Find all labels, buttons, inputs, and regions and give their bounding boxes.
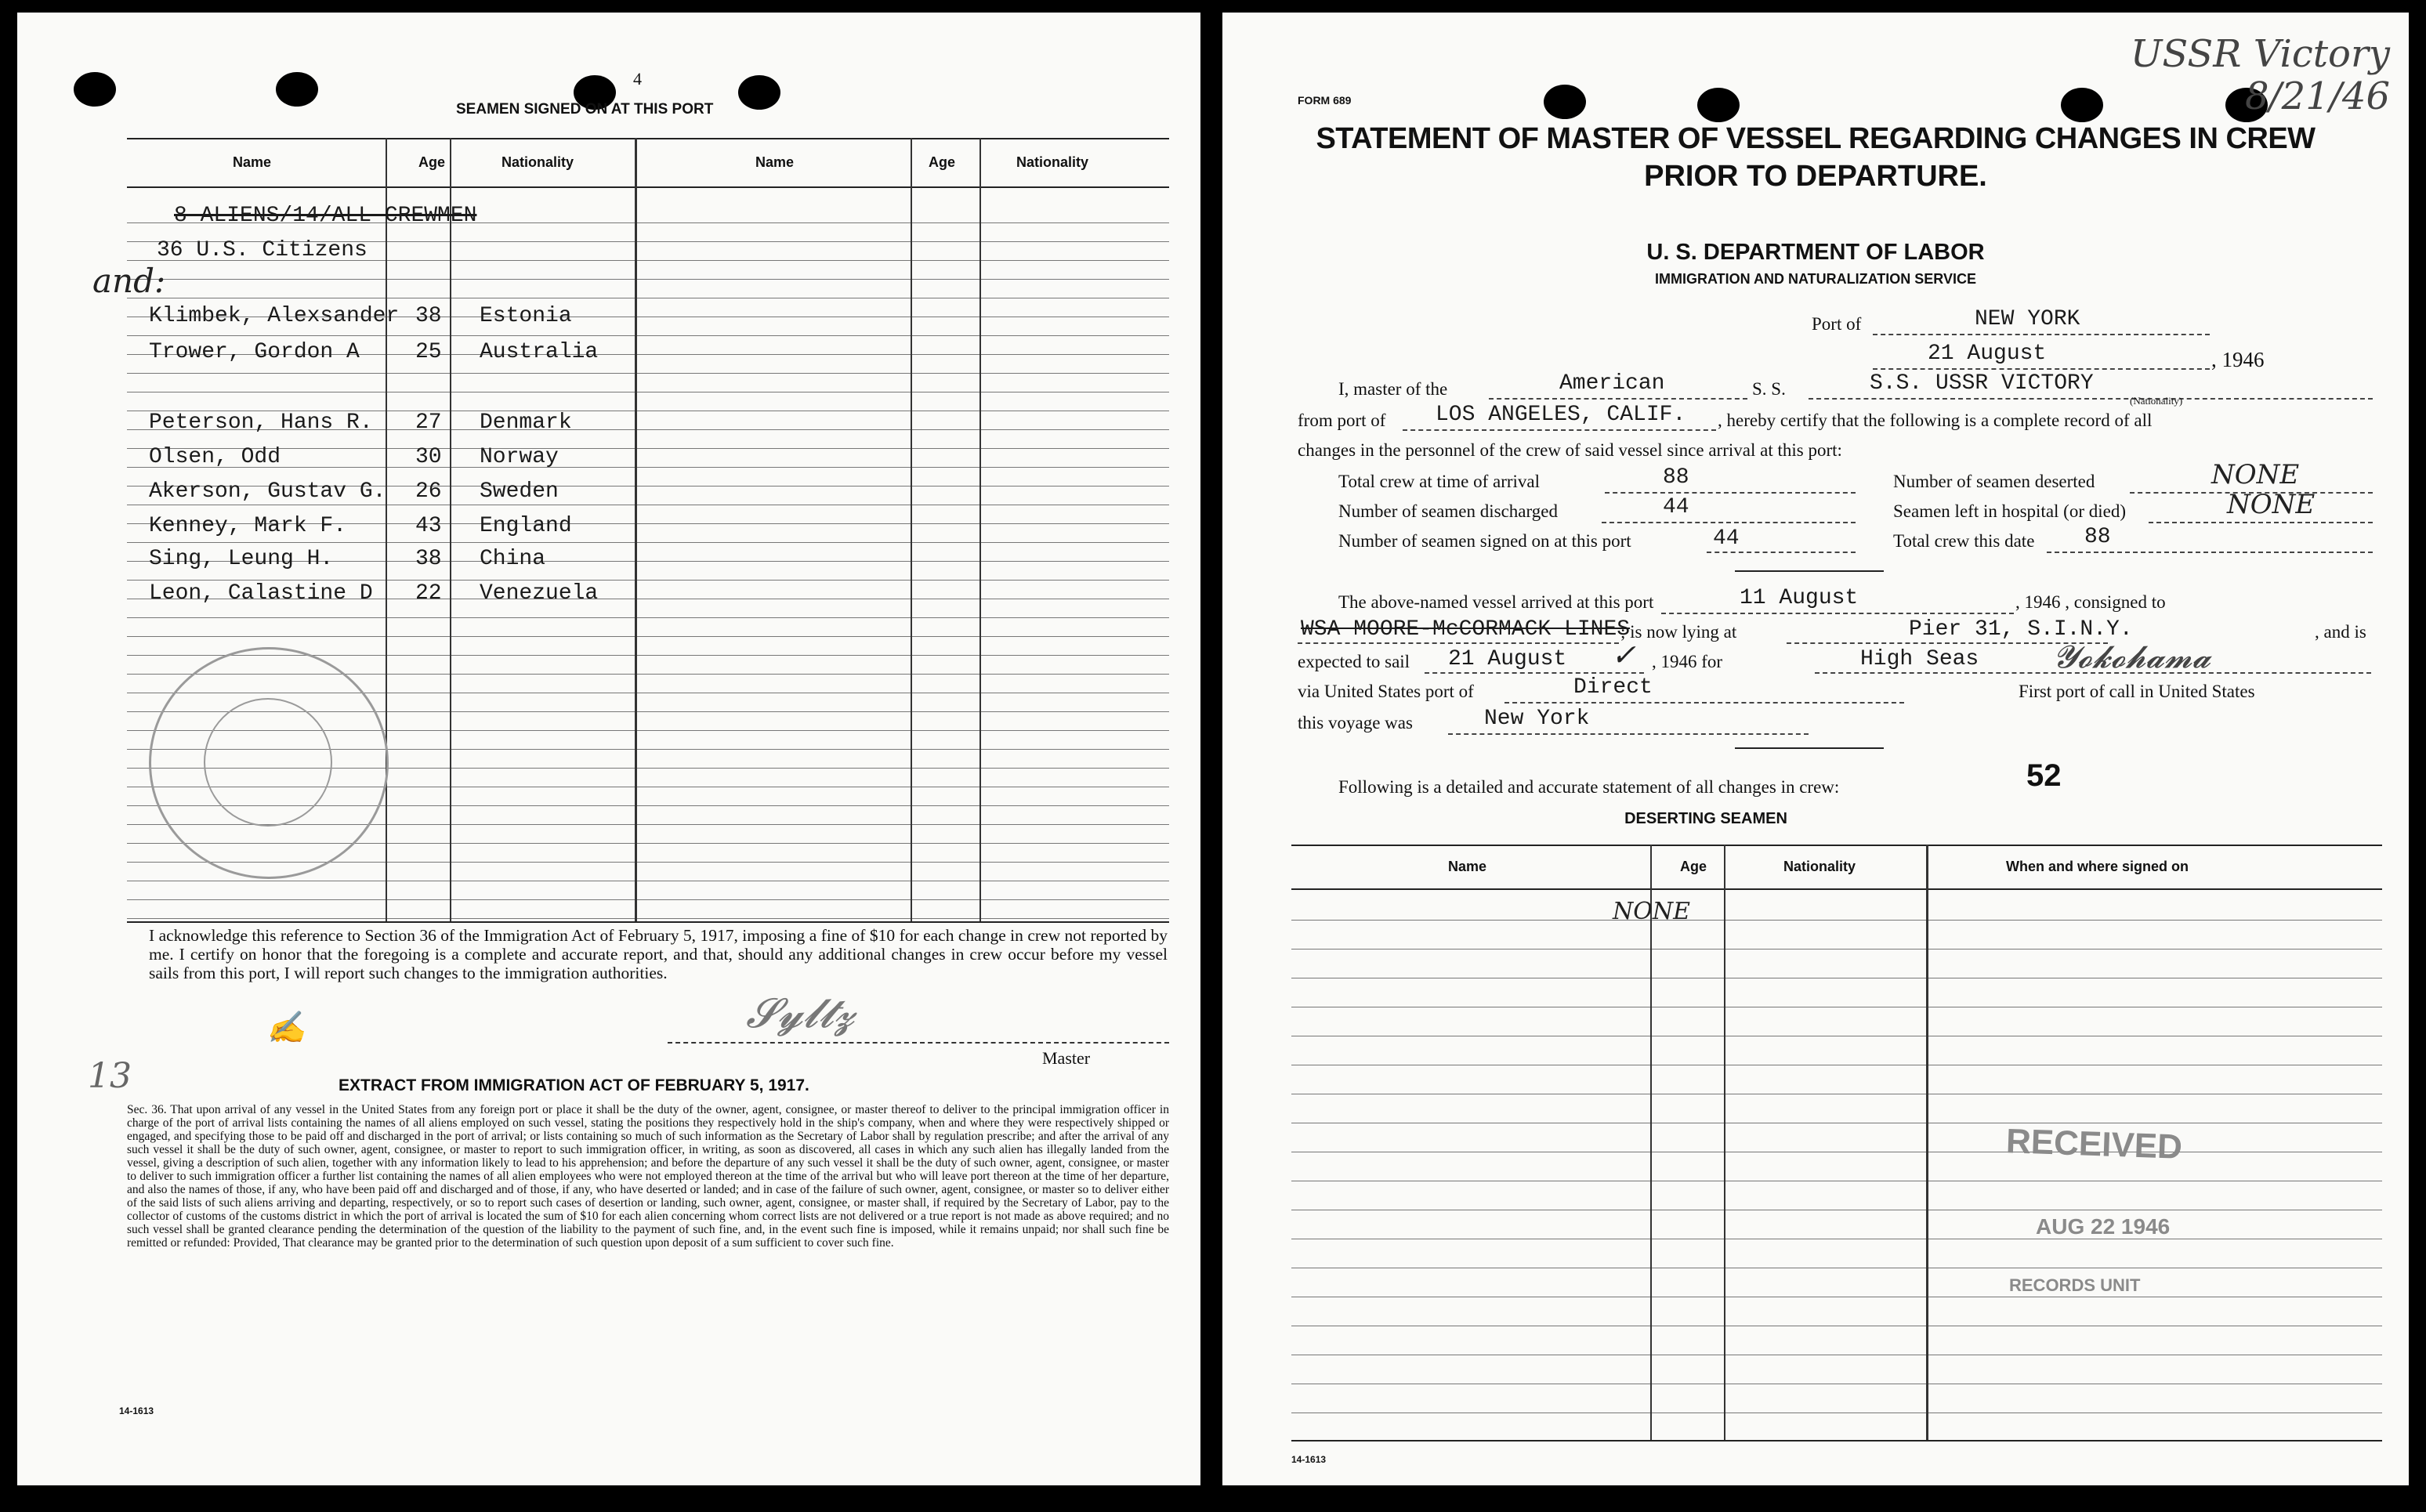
- received-date-stamp: AUG 22 1946: [2036, 1214, 2171, 1239]
- arrived-value: 11 August: [1740, 586, 1859, 610]
- handwritten-note: and:: [92, 262, 166, 300]
- ruled-line: [127, 335, 1169, 336]
- voyage-label: this voyage was: [1298, 713, 1413, 732]
- crew-age: 26: [415, 479, 442, 504]
- crew-name: Klimbek, Alexsander: [149, 304, 400, 328]
- column-divider: [911, 138, 912, 921]
- right-page: [1222, 13, 2409, 1485]
- col-header-age-2: Age: [929, 154, 956, 170]
- crew-nationality: England: [480, 514, 572, 538]
- table-top-rule: [127, 138, 1169, 139]
- crew-age: 38: [415, 547, 442, 571]
- first-port-text: First port of call in United States: [2019, 682, 2255, 701]
- total-crew-arrival-label: Total crew at time of arrival: [1338, 472, 1541, 491]
- deserting-col-when-where: When and where signed on: [2006, 859, 2189, 874]
- total-this-date-value: 88: [2084, 525, 2111, 549]
- ruled-line: [127, 636, 1169, 637]
- port-value: NEW YORK: [1975, 307, 2080, 331]
- crew-age: 38: [415, 304, 442, 328]
- column-divider: [450, 138, 451, 921]
- margin-scribble: 13: [88, 1056, 132, 1096]
- crew-nationality: Norway: [480, 445, 559, 469]
- via-line: [1504, 685, 1904, 704]
- ruled-line: [127, 899, 1169, 900]
- ruled-line: [127, 542, 1169, 543]
- nationality-caption: (Nationality): [2130, 395, 2183, 407]
- form-code: 14-1613: [119, 1405, 154, 1416]
- deserting-header: DESERTING SEAMEN: [1624, 810, 1787, 827]
- divider: [1735, 570, 1884, 572]
- discharged-label: Number of seamen discharged: [1338, 501, 1558, 521]
- and-is-text: , and is: [2315, 622, 2366, 642]
- deserting-entry: NONE: [1613, 898, 1690, 925]
- checkmark: ✓: [1611, 638, 1636, 672]
- punch-hole: [738, 75, 780, 110]
- expected-label: expected to sail: [1298, 652, 1410, 671]
- crew-age: 30: [415, 445, 442, 469]
- port-label: Port of: [1812, 314, 1862, 334]
- column-divider: [386, 138, 387, 921]
- ruled-line: [1291, 949, 2382, 950]
- crew-name: Leon, Calastine D: [149, 581, 373, 606]
- table-bottom-rule: [127, 921, 1169, 923]
- ruled-line: [127, 580, 1169, 581]
- initials-scribble: ✍: [266, 1010, 306, 1046]
- hospital-label: Seamen left in hospital (or died): [1893, 501, 2127, 521]
- consignee-value: WSA MOORE-McCORMACK LINES: [1301, 617, 1631, 642]
- ruled-line: [127, 467, 1169, 468]
- crew-nationality: Estonia: [480, 304, 572, 328]
- punch-hole: [74, 72, 116, 107]
- col-header-name: Name: [233, 154, 272, 170]
- crew-age: 22: [415, 581, 442, 606]
- deserting-table-top: [1291, 845, 2382, 846]
- destination-value: High Seas: [1860, 647, 1979, 671]
- signed-on-label: Number of seamen signed on at this port: [1338, 531, 1631, 551]
- column-divider: [979, 138, 981, 921]
- following-text: Following is a detailed and accurate statement of all changes in crew:: [1338, 777, 1840, 797]
- crew-nationality: Venezuela: [480, 581, 599, 606]
- column-divider: [1724, 845, 1725, 1440]
- master-signature: 𝓢𝔂𝓵𝓽𝔃: [746, 990, 855, 1037]
- service-name: IMMIGRATION AND NATURALIZATION SERVICE: [1655, 271, 1976, 287]
- struck-entry: 8 ALIENS/14/ALL CREWMEN: [174, 204, 477, 228]
- form-title-line2: PRIOR TO DEPARTURE.: [1644, 160, 1987, 193]
- for-text: , 1946 for: [1652, 652, 1723, 671]
- seamen-signed-header: SEAMEN SIGNED ON AT THIS PORT: [456, 101, 714, 118]
- handwritten-annotation: USSR Victory 8/21/46: [2130, 32, 2390, 118]
- deserting-col-name: Name: [1448, 859, 1487, 874]
- crew-age: 27: [415, 411, 442, 435]
- crew-name: Trower, Gordon A: [149, 340, 360, 364]
- left-page: [17, 13, 1200, 1485]
- date-year: , 1946: [2211, 348, 2265, 371]
- deserted-label: Number of seamen deserted: [1893, 472, 2095, 491]
- form-title-line1: STATEMENT OF MASTER OF VESSEL REGARDING CHANGES IN CREW: [1316, 122, 2316, 155]
- consigned-text: , 1946 , consigned to: [2015, 592, 2166, 612]
- col-header-nationality-2: Nationality: [1016, 154, 1089, 170]
- punch-hole: [1544, 85, 1586, 119]
- header-rule: [127, 186, 1169, 188]
- total-crew-arrival-line: [1605, 475, 1856, 494]
- divider: [1735, 747, 1884, 749]
- hospital-value: NONE: [2227, 489, 2316, 520]
- lying-value: Pier 31, S.I.N.Y.: [1909, 617, 2133, 642]
- punch-hole: [276, 72, 318, 107]
- certify-text: , hereby certify that the following is a complete record of all: [1718, 411, 2153, 430]
- column-divider: [1926, 845, 1928, 1440]
- ss-label: S. S.: [1752, 379, 1786, 399]
- ruled-line: [127, 279, 1169, 280]
- crew-nationality: Denmark: [480, 411, 572, 435]
- crew-nationality: Sweden: [480, 479, 559, 504]
- punch-hole: [1697, 88, 1740, 122]
- col-header-age: Age: [418, 154, 446, 170]
- crew-name: Olsen, Odd: [149, 445, 281, 469]
- from-port-value: LOS ANGELES, CALIF.: [1436, 403, 1686, 427]
- ruled-line: [127, 448, 1169, 449]
- deserting-col-age: Age: [1680, 859, 1707, 874]
- records-unit-stamp: RECORDS UNIT: [2009, 1275, 2141, 1295]
- total-crew-arrival-value: 88: [1663, 465, 1689, 490]
- crew-nationality: Australia: [480, 340, 599, 364]
- crew-name: Kenney, Mark F.: [149, 514, 347, 538]
- via-label: via United States port of: [1298, 682, 1474, 701]
- crew-name: Peterson, Hans R.: [149, 411, 373, 435]
- page-number: 4: [633, 69, 642, 89]
- extract-text: Sec. 36. That upon arrival of any vessel in the United States from any foreign port or place it shall be the duty of the owner, agent, consignee, or master thereof to deliver to the principal immigration officer in charge of the port of arrival lists containing the names of all aliens employed on such vessel, stating the positions they respectively hold in the ship's company, when and where they were respectively shipped or engaged, and specifying those to be paid off and discharged in the port of arrival; or lists containing so much of such information as the Secretary of Labor shall by regulation prescribe; and after the arrival of any such vessel it shall be the duty of such owner, agent, consignee, or master to report to such immigration officer, in writing, as soon as discovered, all cases in which any such alien has illegally landed from the vessel, giving a description of such alien, together with any information likely to lead to his apprehension; and before the departure of any such vessel it shall be the duty of such owner, agent, consignee, or master to deliver to such immigration officer a further list containing the names of all alien employees who were not employed thereon at the time of the arrival but who will leave port thereon at the time of her departure, and also the names of those, if any, who have been paid off and discharged and of those, if any, who have deserted or landed; and in case of the failure of such owner, agent, consignee, or master so to deliver either of the said lists of such aliens arriving and departing, respectively, or so to report such cases of desertion or landing, such owner, agent, consignee, or master shall, if required by the Secretary of Labor, pay to the collector of customs of the customs district in which the port of arrival is located the sum of $10 for each alien concerning whom correct lists are not delivered or a true report is not made as above required; and no such vessel shall be granted clearance pending the determination of the question of the liability to the payment of such fine, and, in the event such fine is imposed, while it remains unpaid; nor shall such fine be remitted or refunded: Provided, That clearance may be granted prior to the determination of such question upon deposit of a sum sufficient to cover such fine.: [127, 1103, 1169, 1250]
- received-stamp: RECEIVED: [2005, 1122, 2183, 1167]
- form-number: FORM 689: [1298, 94, 1352, 107]
- acknowledgement: I acknowledge this reference to Section 36 of the Immigration Act of February 5, 1917, imposing a fine of $10 for each change in crew not reported by me. I certify on honor that the foregoing is a complete and accurate report, and that, should any additional changes in crew occur before my vessel sails from this port, I will report such changes to the immigration authorities.: [149, 926, 1168, 982]
- citizens-entry: 36 U.S. Citizens: [157, 238, 368, 262]
- arrived-label: The above-named vessel arrived at this port: [1338, 592, 1654, 612]
- deserting-table-bottom: [1291, 1440, 2382, 1441]
- deserting-header-rule: [1291, 888, 2382, 890]
- discharged-line: [1602, 505, 1856, 523]
- crew-age: 25: [415, 340, 442, 364]
- ruled-line: [127, 617, 1169, 618]
- deserted-value: NONE: [2211, 459, 2300, 490]
- signed-on-value: 44: [1713, 526, 1740, 551]
- master-label: Master: [1042, 1048, 1091, 1068]
- lying-text: ; is now lying at: [1620, 622, 1737, 642]
- extract-title: EXTRACT FROM IMMIGRATION ACT OF FEBRUARY 5, 1917.: [339, 1076, 809, 1094]
- circular-stamp-inner: [204, 698, 332, 827]
- master-signature-line: [668, 1042, 1169, 1044]
- master-of-label: I, master of the: [1338, 379, 1448, 399]
- department-name: U. S. DEPARTMENT OF LABOR: [1646, 240, 1985, 265]
- destination-scribble: 𝓨𝓸𝓴𝓸𝓱𝓪𝓶𝓪: [2053, 639, 2211, 675]
- ruled-line: [127, 373, 1169, 374]
- voyage-value: New York: [1484, 707, 1590, 731]
- column-divider: [1650, 845, 1652, 1440]
- nationality-value: American: [1559, 371, 1665, 396]
- expected-value: 21 August: [1448, 647, 1567, 671]
- date-value: 21 August: [1928, 342, 2047, 366]
- via-value: Direct: [1573, 675, 1653, 700]
- deserting-col-nationality: Nationality: [1783, 859, 1856, 874]
- crew-nationality: China: [480, 547, 546, 571]
- form-code: 14-1613: [1291, 1454, 1327, 1465]
- col-header-nationality: Nationality: [501, 154, 574, 170]
- total-this-date-label: Total crew this date: [1893, 531, 2035, 551]
- crew-name: Akerson, Gustav G.: [149, 479, 386, 504]
- col-header-name-2: Name: [755, 154, 795, 170]
- changes-text: changes in the personnel of the crew of said vessel since arrival at this port:: [1298, 440, 1842, 460]
- crew-name: Sing, Leung H.: [149, 547, 334, 571]
- ruled-line: [127, 918, 1169, 919]
- from-port-label: from port of: [1298, 411, 1386, 430]
- discharged-value: 44: [1663, 495, 1689, 519]
- page-count: 52: [2026, 758, 2062, 793]
- column-divider: [635, 138, 637, 921]
- crew-age: 43: [415, 514, 442, 538]
- ruled-line: [1291, 920, 2382, 921]
- vessel-name: S.S. USSR VICTORY: [1870, 371, 2094, 396]
